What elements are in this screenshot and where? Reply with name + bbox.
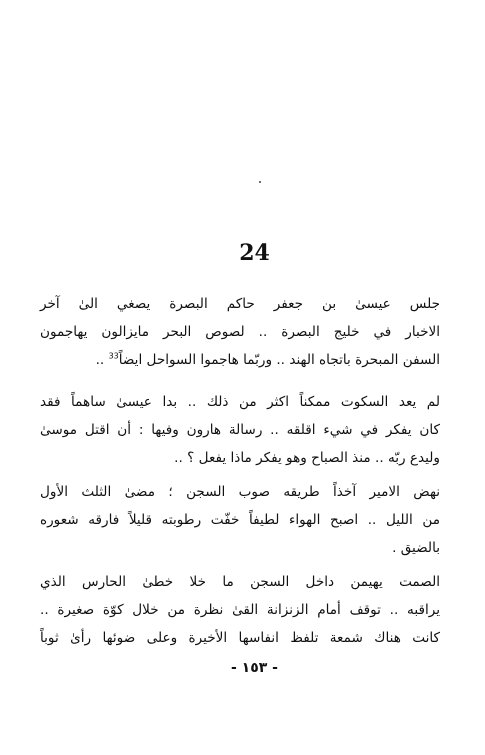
text-line-tail: .. [95, 352, 109, 368]
footnote-marker: 33 [108, 351, 119, 361]
chapter-number: 24 [239, 240, 270, 266]
text-line: جلس عيسىٰ بن جعفر حاكم البصرة يصغي الىٰ آخر [40, 296, 440, 312]
text-line: كان يفكر في شيء اقلقه .. رسالة هارون وفيها : أن اقتل موسىٰ [40, 422, 440, 438]
text-line: يراقبه .. توقف أمام الزنزانة القىٰ نظرة من خلال كوّة صغيرة .. [40, 602, 440, 618]
paragraph-2 [40, 388, 440, 472]
decorative-dot [259, 181, 261, 183]
text-line: نهض الامير آخذاً طريقه صوب السجن ؛ مضىٰ الثلث الأول [40, 484, 440, 500]
page-number: - ١٥٣ - [230, 660, 278, 676]
body-text [40, 290, 440, 662]
text-line: لم يعد السكوت ممكناً اكثر من ذلك .. بدا عيسىٰ ساهماً فقد [40, 394, 440, 410]
text-line [40, 346, 440, 374]
text-line: وليدع ربّه .. منذ الصباح وهو يفكر ماذا يفعل ؟ .. [174, 450, 440, 466]
paragraph-4 [40, 568, 440, 652]
paragraph-3 [40, 478, 440, 562]
text-line: الاخبار في خليج البصرة .. لصوص البحر مايزالون يهاجمون [40, 324, 440, 340]
text-line: الصمت يهيمن داخل السجن ما خلا خطىٰ الحارس الذي [40, 574, 440, 590]
text-line: بالضيق . [392, 540, 440, 556]
text-line: كانت هناك شمعة تلفظ انفاسها الأخيرة وعلى ضوئها رأىٰ ثوباً [40, 630, 440, 646]
text-line: من الليل .. اصبح الهواء لطيفاً خفّت رطوبته قليلاً فارقه شعوره [40, 512, 440, 528]
text-line-content: السفن المبحرة باتجاه الهند .. وربّما هاجموا السواحل ايضاً [118, 352, 440, 368]
paragraph-1 [40, 290, 440, 374]
